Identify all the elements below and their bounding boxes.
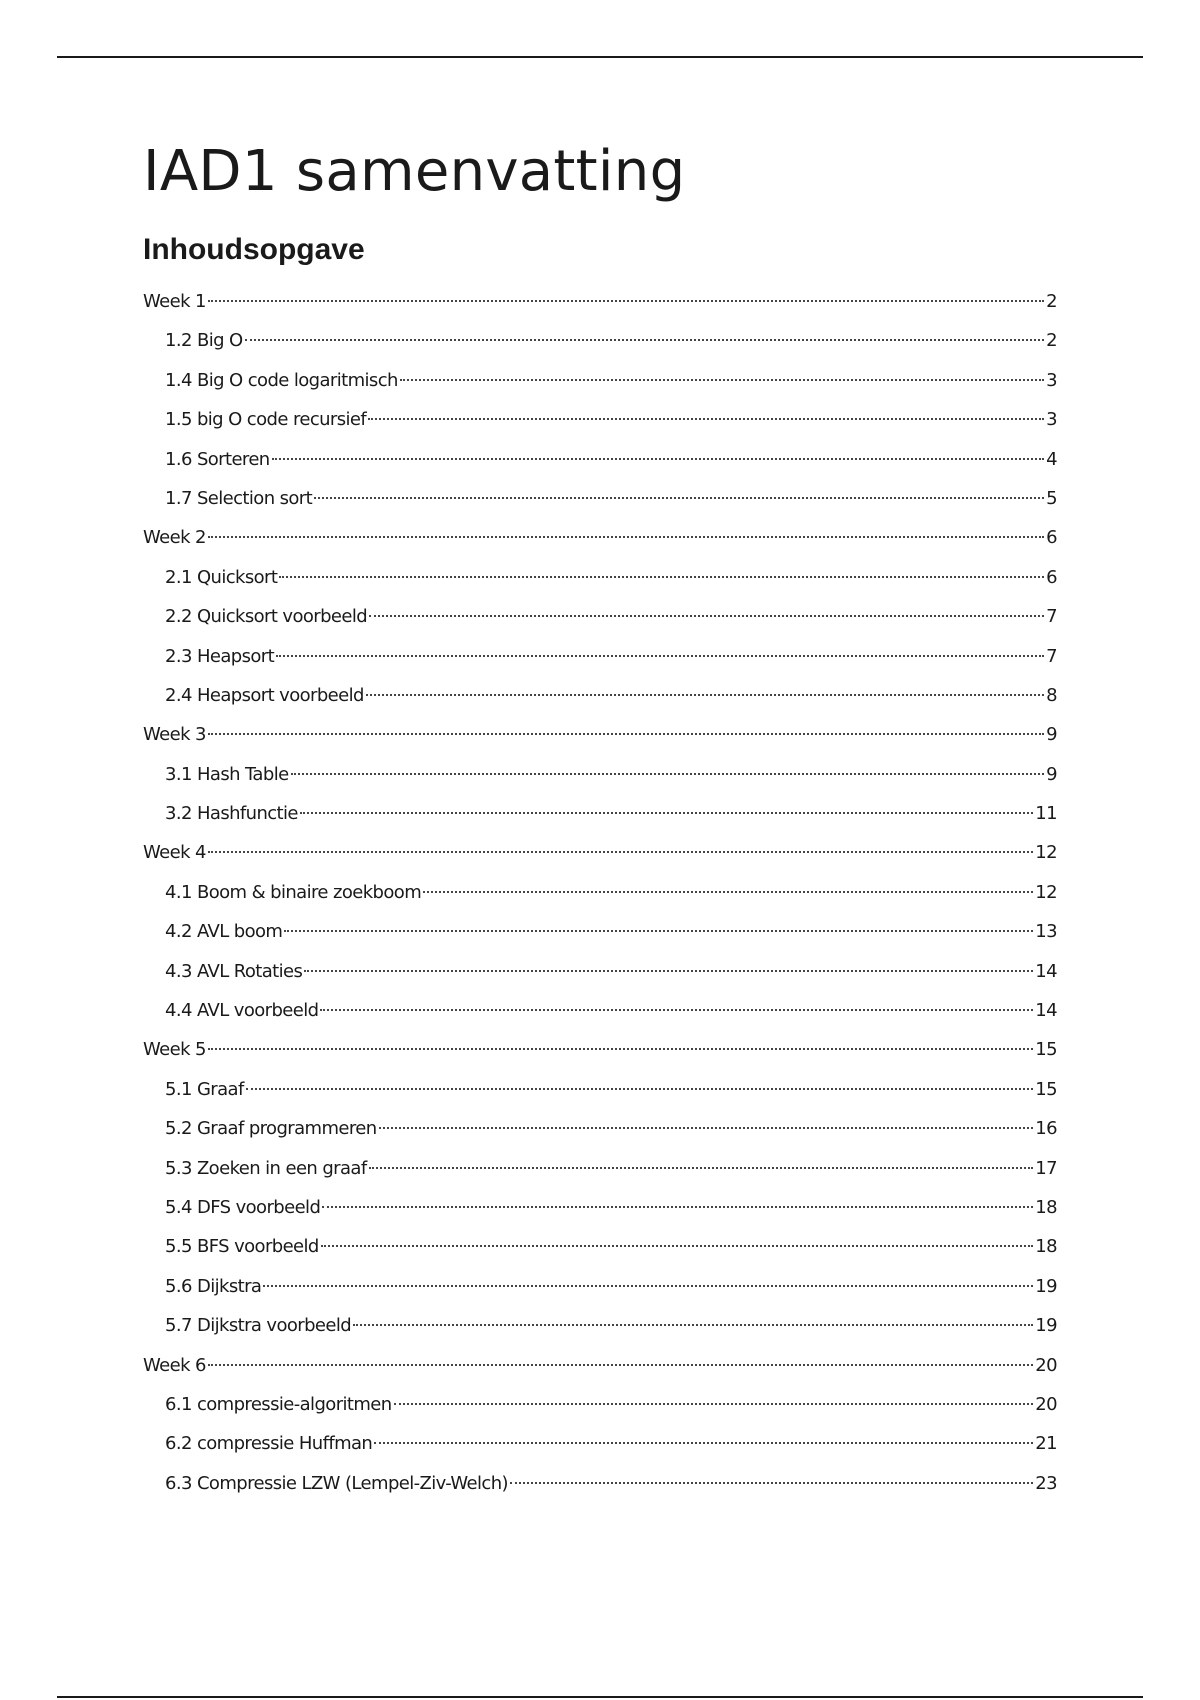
toc-page-number: 9	[1046, 724, 1057, 746]
toc-page-number: 8	[1046, 684, 1057, 706]
toc-entry-week[interactable]	[143, 282, 1057, 321]
toc-entry-label: 1.6 Sorteren	[165, 448, 270, 470]
toc-entry-label: 4.3 AVL Rotaties	[165, 960, 303, 982]
toc-entry-label: 2.3 Heapsort	[165, 645, 275, 667]
toc-heading: Inhoudsopgave	[143, 233, 365, 266]
toc-page-number: 17	[1035, 1157, 1057, 1179]
toc-page-number: 14	[1035, 1000, 1057, 1022]
toc-entry-label: 6.2 compressie Huffman	[165, 1433, 373, 1455]
toc-page-number: 23	[1035, 1472, 1057, 1494]
toc-entry-section[interactable]	[143, 1070, 1057, 1109]
toc-entry-label: Week 6	[143, 1354, 206, 1376]
toc-dot-leader	[353, 1324, 1033, 1326]
toc-dot-leader	[208, 1048, 1033, 1050]
toc-page-number: 5	[1046, 487, 1057, 509]
toc-dot-leader	[368, 418, 1044, 420]
toc-entry-section[interactable]	[143, 558, 1057, 597]
toc-entry-label: 4.1 Boom & binaire zoekboom	[165, 881, 422, 903]
toc-page-number: 19	[1035, 1275, 1057, 1297]
toc-entry-label: 3.1 Hash Table	[165, 763, 289, 785]
toc-dot-leader	[208, 733, 1044, 735]
toc-page-number: 3	[1046, 369, 1057, 391]
toc-page-number: 11	[1035, 803, 1057, 825]
toc-entry-label: 5.7 Dijkstra voorbeeld	[165, 1315, 352, 1337]
toc-dot-leader	[245, 339, 1045, 341]
toc-entry-section[interactable]	[143, 321, 1057, 360]
toc-page-number: 6	[1046, 527, 1057, 549]
toc-entry-label: 1.2 Big O	[165, 330, 243, 352]
toc-dot-leader	[369, 615, 1044, 617]
toc-entry-label: 4.2 AVL boom	[165, 921, 283, 943]
toc-dot-leader	[208, 536, 1044, 538]
toc-entry-section[interactable]	[143, 1188, 1057, 1227]
toc-entry-label: 3.2 Hashfunctie	[165, 803, 298, 825]
toc-dot-leader	[300, 812, 1033, 814]
toc-entry-week[interactable]	[143, 833, 1057, 872]
toc-entry-section[interactable]	[143, 912, 1057, 951]
toc-entry-label: 6.1 compressie-algoritmen	[165, 1393, 392, 1415]
toc-entry-label: Week 1	[143, 291, 206, 312]
toc-dot-leader	[276, 655, 1044, 657]
toc-entry-section[interactable]	[143, 597, 1057, 636]
toc-page-number: 9	[1046, 763, 1057, 785]
toc-entry-label: 5.4 DFS voorbeeld	[165, 1196, 321, 1218]
toc-dot-leader	[263, 1285, 1033, 1287]
toc-entry-label: 5.6 Dijkstra	[165, 1275, 262, 1297]
toc-entry-section[interactable]	[143, 400, 1057, 439]
toc-entry-section[interactable]	[143, 1424, 1057, 1463]
toc-page-number: 20	[1035, 1393, 1057, 1415]
toc-entry-week[interactable]	[143, 1030, 1057, 1069]
toc-entry-label: Week 4	[143, 842, 206, 864]
toc-entry-section[interactable]	[143, 1267, 1057, 1306]
toc-dot-leader	[379, 1127, 1034, 1129]
header-rule	[57, 56, 1143, 58]
toc-dot-leader	[304, 970, 1033, 972]
toc-entry-label: 5.5 BFS voorbeeld	[165, 1236, 319, 1258]
toc-dot-leader	[246, 1088, 1034, 1090]
toc-entry-section[interactable]	[143, 440, 1057, 479]
toc-entry-section[interactable]	[143, 1385, 1057, 1424]
toc-entry-label: 5.3 Zoeken in een graaf	[165, 1157, 367, 1179]
toc-entry-section[interactable]	[143, 637, 1057, 676]
toc-page-number: 6	[1046, 566, 1057, 588]
toc-page-number: 4	[1046, 448, 1057, 470]
toc-dot-leader	[394, 1403, 1034, 1405]
toc-page-number: 21	[1035, 1433, 1057, 1455]
toc-page-number: 14	[1035, 960, 1057, 982]
toc-entry-section[interactable]	[143, 676, 1057, 715]
toc-entry-section[interactable]	[143, 1227, 1057, 1266]
toc-dot-leader	[423, 891, 1033, 893]
toc-entry-label: 5.1 Graaf	[165, 1078, 244, 1100]
toc-dot-leader	[510, 1482, 1033, 1484]
toc-entry-label: 4.4 AVL voorbeeld	[165, 1000, 319, 1022]
toc-entry-section[interactable]	[143, 361, 1057, 400]
toc-dot-leader	[369, 1167, 1034, 1169]
toc-dot-leader	[284, 930, 1033, 932]
toc-page-number: 20	[1035, 1354, 1057, 1376]
table-of-contents	[143, 282, 1057, 1503]
toc-entry-section[interactable]	[143, 1306, 1057, 1345]
toc-entry-section[interactable]	[143, 1149, 1057, 1188]
toc-entry-label: 1.7 Selection sort	[165, 487, 313, 509]
toc-dot-leader	[400, 379, 1044, 381]
toc-entry-label: 2.4 Heapsort voorbeeld	[165, 684, 364, 706]
toc-entry-section[interactable]	[143, 794, 1057, 833]
toc-entry-week[interactable]	[143, 1346, 1057, 1385]
toc-entry-section[interactable]	[143, 873, 1057, 912]
toc-entry-section[interactable]	[143, 1109, 1057, 1148]
toc-dot-leader	[314, 497, 1044, 499]
toc-entry-section[interactable]	[143, 952, 1057, 991]
toc-entry-week[interactable]	[143, 518, 1057, 557]
toc-dot-leader	[291, 773, 1045, 775]
toc-entry-section[interactable]	[143, 1464, 1057, 1503]
toc-page-number: 12	[1035, 842, 1057, 864]
toc-entry-label: 6.3 Compressie LZW (Lempel-Ziv-Welch)	[165, 1472, 508, 1494]
toc-dot-leader	[279, 576, 1044, 578]
toc-dot-leader	[374, 1442, 1033, 1444]
toc-entry-label: Week 3	[143, 724, 206, 746]
toc-entry-label: 1.5 big O code recursief	[165, 409, 367, 431]
toc-dot-leader	[320, 1009, 1033, 1011]
toc-page-number: 3	[1046, 409, 1057, 431]
toc-entry-label: Week 2	[143, 527, 206, 549]
toc-page-number: 13	[1035, 921, 1057, 943]
toc-dot-leader	[322, 1206, 1033, 1208]
toc-entry-section[interactable]	[143, 479, 1057, 518]
toc-page-number: 15	[1035, 1078, 1057, 1100]
toc-page-number: 18	[1035, 1236, 1057, 1258]
toc-page-number: 2	[1046, 330, 1057, 352]
footer-rule	[57, 1696, 1143, 1698]
toc-entry-label: Week 5	[143, 1039, 206, 1061]
toc-entry-section[interactable]	[143, 755, 1057, 794]
toc-entry-label: 2.2 Quicksort voorbeeld	[165, 606, 368, 628]
toc-page-number: 19	[1035, 1315, 1057, 1337]
toc-dot-leader	[208, 1364, 1033, 1366]
toc-dot-leader	[208, 851, 1033, 853]
toc-page-number: 7	[1046, 606, 1057, 628]
toc-page-number: 15	[1035, 1039, 1057, 1061]
toc-entry-label: 2.1 Quicksort	[165, 566, 278, 588]
toc-dot-leader	[208, 300, 1044, 302]
document-title: IAD1 samenvatting	[143, 139, 686, 204]
toc-page-number: 2	[1046, 291, 1057, 312]
toc-entry-label: 1.4 Big O code logaritmisch	[165, 369, 398, 391]
toc-entry-label: 5.2 Graaf programmeren	[165, 1118, 377, 1140]
toc-page-number: 12	[1035, 881, 1057, 903]
toc-dot-leader	[366, 694, 1044, 696]
toc-page-number: 16	[1035, 1118, 1057, 1140]
toc-entry-week[interactable]	[143, 715, 1057, 754]
toc-page-number: 7	[1046, 645, 1057, 667]
toc-dot-leader	[321, 1245, 1034, 1247]
toc-page-number: 18	[1035, 1196, 1057, 1218]
toc-dot-leader	[272, 458, 1045, 460]
toc-entry-section[interactable]	[143, 991, 1057, 1030]
